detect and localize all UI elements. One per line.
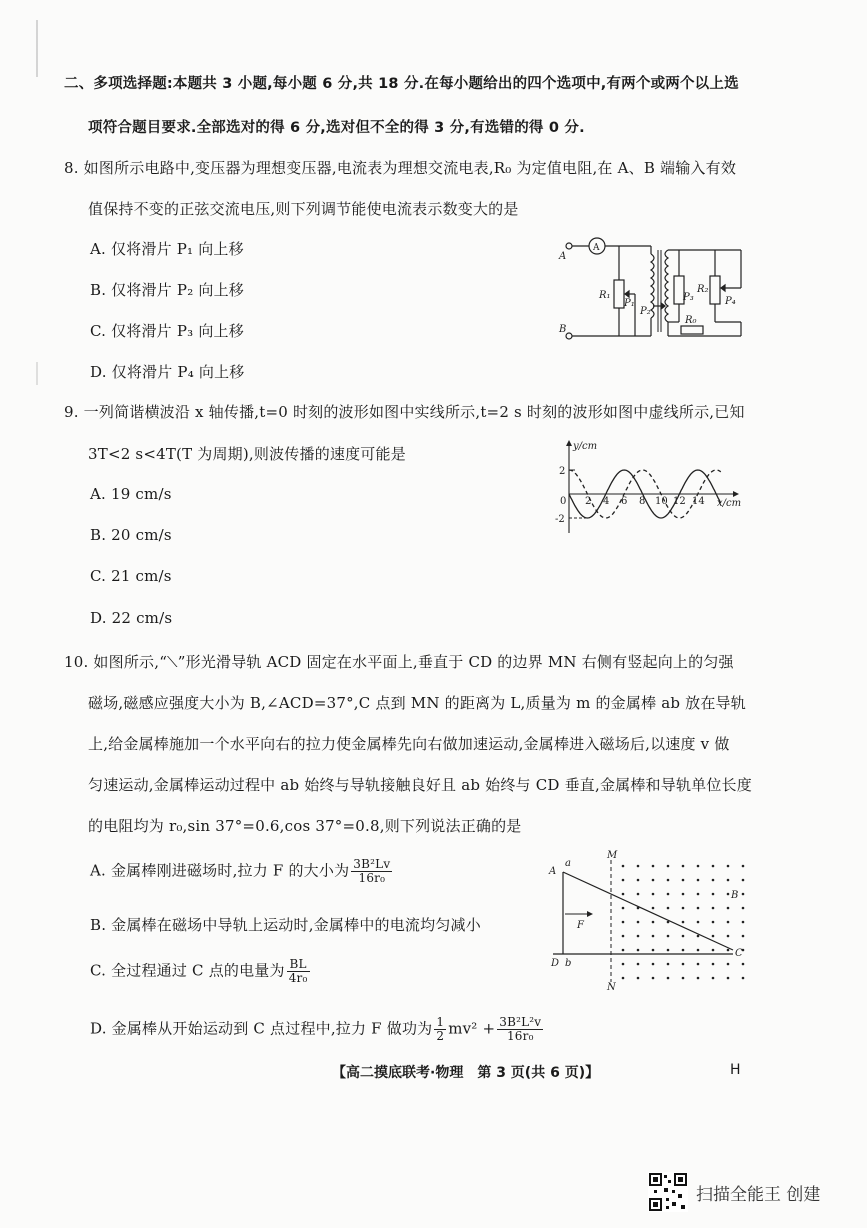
q8-option-b: B. 仅将滑片 P₂ 向上移 [90,281,245,299]
field-dot [667,907,670,910]
q9-option-a: A. 19 cm/s [90,485,172,503]
q9-option-b: B. 20 cm/s [90,526,172,544]
terminal-a [566,243,572,249]
label-m: M [607,850,618,861]
field-dot [637,963,640,966]
label-n: N [607,982,616,990]
field-dot [742,865,745,868]
field-dot [622,865,625,868]
field-dot [637,921,640,924]
field-dot [727,879,730,882]
field-dot [637,935,640,938]
q8-option-d: D. 仅将滑片 P₄ 向上移 [90,363,245,381]
field-dot [742,893,745,896]
field-dot [682,893,685,896]
label-r0: R₀ [685,315,697,326]
xtick-14: 14 [692,496,705,507]
section-header-line2: 项符合题目要求.全部选对的得 6 分,选对但不全的得 3 分,有选错的得 0 分. [88,120,585,136]
field-dot [727,893,730,896]
xtick-12: 12 [673,496,686,507]
field-dot [697,893,700,896]
label-b: B [559,324,567,335]
q10-option-d-fraction1: $\frac{1}{2}$ [436,1015,445,1043]
field-dot [712,949,715,952]
resistor-r1 [614,280,624,308]
field-dot [727,963,730,966]
q10-stem-line1: 10. 如图所示,“⟍”形光滑导轨 ACD 固定在水平面上,垂直于 CD 的边界 MN 右侧有竖起向上的匀强 [64,653,734,671]
label-d: D [551,958,560,969]
q10-option-b: B. 金属棒在磁场中导轨上运动时,金属棒中的电流均匀减小 [90,916,481,934]
field-dot [622,879,625,882]
label-a-lower: a [565,858,571,869]
field-dot [622,935,625,938]
resistor-r2 [710,276,720,304]
q10-option-a-fraction: $\frac{\text{3B²Lv}}{\text{16r₀}}$ [353,857,391,885]
label-r2: R₂ [697,284,709,295]
q10-option-d: D. 金属棒从开始运动到 C 点过程中,拉力 F 做功为 $\frac{1}{2}$ mv² + $\frac{\text{3B²L²v}}{\text{16r₀}}$ [90,1015,542,1043]
field-dot [712,935,715,938]
field-dot [697,949,700,952]
field-dot [697,977,700,980]
label-p4: P₄ [725,296,736,307]
y-axis-label: y/cm [573,441,598,452]
q10-option-d-text: D. 金属棒从开始运动到 C 点过程中,拉力 F 做功为 [90,1019,433,1038]
label-p1: P₁ [624,298,635,309]
field-dot [742,977,745,980]
ammeter-label: A [593,243,600,253]
q10-option-c [90,958,312,985]
field-dot [622,977,625,980]
q10-stem-line5: 的电阻均为 r₀,sin 37°=0.6,cos 37°=0.8,则下列说法正确的是 [88,817,522,835]
field-dot [682,921,685,924]
field-dot [697,879,700,882]
field-dot [622,949,625,952]
field-dot [682,879,685,882]
field-dot [637,893,640,896]
page-footer: 【高二摸底联考·物理 第 3 页(共 6 页)】 [332,1065,600,1081]
field-dot [742,907,745,910]
field-dot [652,907,655,910]
field-dot [712,865,715,868]
field-dot [712,879,715,882]
field-dot [637,865,640,868]
q10-option-d-fraction2: $\frac{\text{3B²L²v}}{\text{16r₀}}$ [499,1015,542,1043]
label-f: F [577,920,584,931]
label-c: C [735,948,743,959]
label-a: A [559,251,567,262]
watermark-text: 扫描全能王 创建 [696,1184,821,1205]
field-dot [652,893,655,896]
q10-option-a [90,858,394,885]
q10-stem-line3: 上,给金属棒施加一个水平向右的拉力使金属棒先向右做加速运动,金属棒进入磁场后,以速度 v 做 [88,735,730,753]
q10-option-c-text: C. 全过程通过 C 点的电量为 [90,961,285,980]
field-dot [697,921,700,924]
field-dot [652,935,655,938]
field-dot [652,921,655,924]
label-p3: P₃ [683,292,694,303]
field-dot [697,963,700,966]
field-dot [667,879,670,882]
label-b-field: B [731,890,739,901]
section-header-line1: 二、多项选择题:本题共 3 小题,每小题 6 分,共 18 分.在每小题给出的四个选项中,有两个或两个以上选 [64,76,739,92]
field-dot [682,935,685,938]
field-dot [742,921,745,924]
field-dot [727,907,730,910]
rail-ac [563,872,733,950]
field-dot [682,865,685,868]
label-b-rod: b [565,958,572,969]
q8-option-c: C. 仅将滑片 P₃ 向上移 [90,322,244,340]
field-dot [622,963,625,966]
field-dot [667,893,670,896]
q10-option-c-fraction: $\frac{BL}{\text{4r₀}}$ [288,957,308,985]
label-r1: R₁ [599,290,611,301]
q10-option-a-text: A. 金属棒刚进磁场时,拉力 F 的大小为 [90,861,350,880]
field-dot [682,977,685,980]
x-axis-label: x/cm [717,498,742,509]
field-dot [667,935,670,938]
q9-stem-line2: 3T<2 s<4T(T 为周期),则波传播的速度可能是 [88,445,406,463]
field-dot [742,963,745,966]
xtick-2: 2 [585,496,592,507]
field-dot [727,935,730,938]
field-dot [742,879,745,882]
xtick-8: 8 [639,496,646,507]
field-dot [712,921,715,924]
field-dot [622,893,625,896]
field-dot [727,921,730,924]
paper-code: H [730,1062,741,1078]
field-dot [637,949,640,952]
field-dot [622,921,625,924]
field-dot [727,865,730,868]
field-dot [667,865,670,868]
q9-option-c: C. 21 cm/s [90,567,172,585]
field-dot [637,879,640,882]
field-dot [682,963,685,966]
scanner-watermark [648,1172,820,1212]
field-dot [727,977,730,980]
q10-rail-diagram [545,850,755,990]
xtick-4: 4 [603,496,610,507]
resistor-r0 [681,326,703,334]
q10-stem-line4: 匀速运动,金属棒运动过程中 ab 始终与导轨接触良好且 ab 始终与 CD 垂直,金属棒和导轨单位长度 [88,776,752,794]
field-dot [682,949,685,952]
field-dot [637,977,640,980]
magnetic-field-dots [622,865,745,980]
label-a-upper: A [549,866,557,877]
field-dot [667,963,670,966]
field-dot [652,977,655,980]
field-dot [652,963,655,966]
terminal-b [566,333,572,339]
q9-option-d: D. 22 cm/s [90,609,173,627]
field-dot [652,879,655,882]
field-dot [727,949,730,952]
ytick-2: 2 [559,466,566,477]
field-dot [697,935,700,938]
q8-option-a: A. 仅将滑片 P₁ 向上移 [90,240,244,258]
field-dot [742,935,745,938]
field-dot [712,893,715,896]
field-dot [697,865,700,868]
q10-stem-line2: 磁场,磁感应强度大小为 B,∠ACD=37°,C 点到 MN 的距离为 L,质量为 m 的金属棒 ab 放在导轨 [88,694,746,712]
q8-stem-line1: 8. 如图所示电路中,变压器为理想变压器,电流表为理想交流电表,R₀ 为定值电阻,在 A、B 端输入有效 [64,159,737,177]
xtick-6: 6 [621,496,628,507]
field-dot [712,907,715,910]
ytick-neg2: -2 [555,514,565,525]
field-dot [622,907,625,910]
qr-code-icon [648,1172,688,1212]
field-dot [652,949,655,952]
origin-label: 0 [560,496,567,507]
field-dot [682,907,685,910]
q9-wave-graph [555,438,745,538]
label-p2: P₂ [640,306,651,317]
field-dot [667,977,670,980]
primary-coil [651,254,654,318]
scan-edge-artifact [36,20,38,1160]
xtick-10: 10 [655,496,668,507]
field-dot [712,977,715,980]
secondary-coil [665,250,668,322]
field-dot [712,963,715,966]
field-dot [652,865,655,868]
q9-stem-line1: 9. 一列简谐横波沿 x 轴传播,t=0 时刻的波形如图中实线所示,t=2 s 时刻的波形如图中虚线所示,已知 [64,403,745,421]
field-dot [697,907,700,910]
field-dot [667,949,670,952]
q8-stem-line2: 值保持不变的正弦交流电压,则下列调节能使电流表示数变大的是 [88,200,519,218]
q8-circuit-diagram [555,232,755,350]
